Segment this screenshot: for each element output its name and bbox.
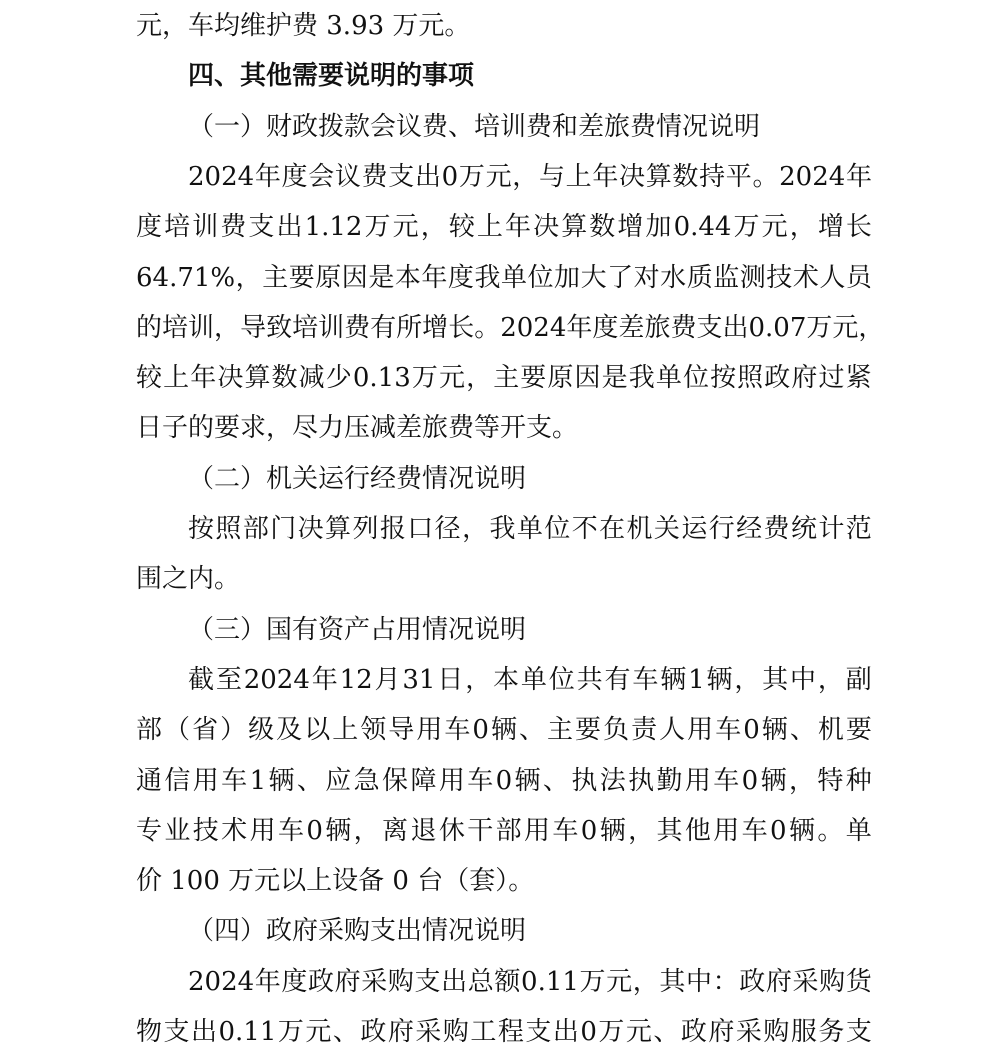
text-line: 元，车均维护费 3.93 万元。 (136, 11, 471, 41)
text-line: 64.71% ， 主 要 原 因 是 本 年 度 我 单 位 加 大 了 对 水 质 监 测 技 术 人 员 (136, 262, 872, 293)
text-line: 价 100 万元以上设备 0 台（套）。 (136, 866, 535, 897)
text-line: （四）政府采购支出情况说明 (188, 916, 527, 947)
text-line: （三）国有资产占用情况说明 (188, 614, 527, 645)
text-line: 度 培 训 费 支 出 1.12 万 元 ， 较 上 年 决 算 数 增 加 0.44 万 元 ， 增 长 (136, 212, 872, 243)
text-line: 通 信 用 车 1 辆 、 应 急 保 障 用 车 0 辆 、 执 法 执 勤 用 车 0 辆 ， 特 种 (136, 765, 872, 796)
text-line: 四、其他需要说明的事项 (188, 61, 475, 92)
text-line: 2024 年 度 会 议 费 支 出 0 万 元 ， 与 上 年 决 算 数 持 平 。 2024 年 (188, 161, 872, 192)
text-line: 部 （ 省 ） 级 及 以 上 领 导 用 车 0 辆 、 主 要 负 责 人 用 车 0 辆 、 机 要 (136, 715, 872, 746)
text-line: 截 至 2024 年 12 月 31 日 ， 本 单 位 共 有 车 辆 1 辆 ， 其 中 ， 副 (188, 664, 872, 695)
text-line: 2024 年 度 政 府 采 购 支 出 总 额 0.11 万 元 ， 其 中 ： 政 府 采 购 货 (188, 966, 872, 997)
text-line: 围之内。 (136, 564, 241, 595)
text-line: 较 上 年 决 算 数 减 少 0.13 万 元 ， 主 要 原 因 是 我 单 位 按 照 政 府 过 紧 (136, 363, 872, 394)
text-line: 的 培 训 ， 导 致 培 训 费 有 所 增 长 。 2024 年 度 差 旅 费 支 出 0.07 万 元 ， (136, 312, 885, 343)
text-line: （一）财政拨款会议费、培训费和差旅费情况说明 (188, 111, 761, 142)
text-line: 按 照 部 门 决 算 列 报 口 径 ， 我 单 位 不 在 机 关 运 行 经 费 统 计 范 (188, 514, 872, 544)
text-line: 日子的要求，尽力压减差旅费等开支。 (136, 413, 579, 444)
text-line: 专 业 技 术 用 车 0 辆 ， 离 退 休 干 部 用 车 0 辆 ， 其 他 用 车 0 辆 。 单 (136, 815, 872, 846)
text-line: 物 支 出 0.11 万 元 、 政 府 采 购 工 程 支 出 0 万 元 、 政 府 采 购 服 务 支 (136, 1017, 872, 1047)
text-line: （二）机关运行经费情况说明 (188, 463, 527, 494)
